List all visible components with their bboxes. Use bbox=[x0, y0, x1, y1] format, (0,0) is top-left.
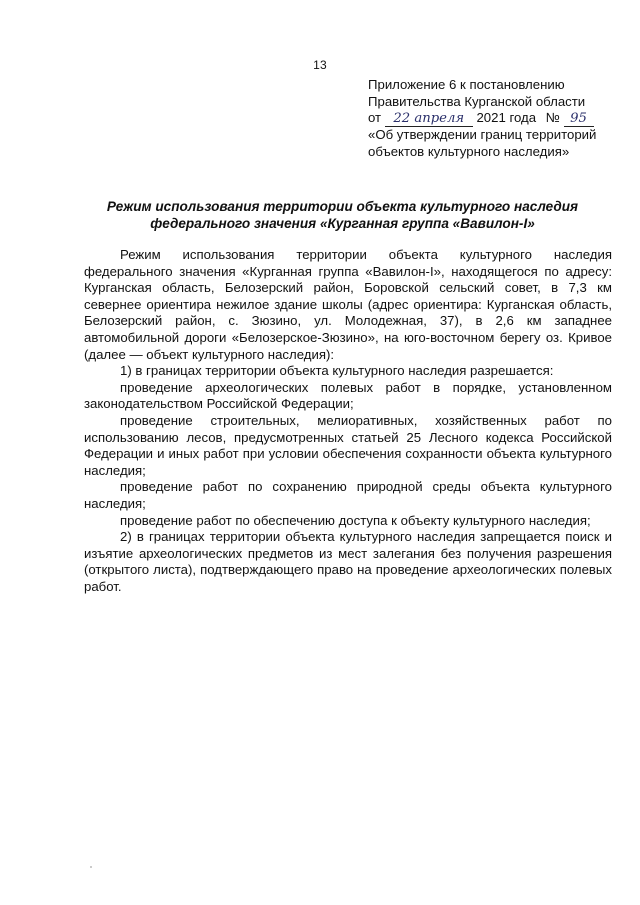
appendix-line-4: «Об утверждении границ территорий bbox=[368, 127, 597, 143]
document-heading bbox=[90, 199, 595, 232]
body-item-2: 2) в границах территории объекта культурного наследия запрещается поиск и изъятие археологических предметов из мест залегания без получения разрешения (открытого листа), подтверждающего право на проведение археологических полевых работ. bbox=[84, 529, 612, 594]
body-intro-paragraph: Режим использования территории объекта культурного наследия федерального значения «Курганная группа «Вавилон-I», находящегося по адресу: Курганская область, Белозерский район, Боровской сельский совет, в 7,3 км севернее ориентира нежилое здание школы (адрес ориентира: Курганская область, Белозерский район, с. Зюзино, ул. Молодежная, 37), в 2,6 км западнее автомобильной дороги «Белозерское-Зюзино», на юго-восточном берегу оз. Кривое (далее — объект культурного наследия): bbox=[84, 247, 612, 362]
appendix-block bbox=[368, 77, 618, 160]
page-number: 13 bbox=[313, 58, 327, 72]
heading-line-1: Режим использования территории объекта культурного наследия bbox=[106, 199, 579, 214]
body-item-1-d: проведение работ по обеспечению доступа к объекту культурного наследия; bbox=[120, 512, 591, 528]
appendix-line-1: Приложение 6 к постановлению bbox=[368, 77, 565, 92]
document-body bbox=[84, 247, 612, 595]
year-text: 2021 года bbox=[476, 110, 537, 126]
appendix-line-2: Правительства Курганской области bbox=[368, 93, 586, 109]
appendix-date-line bbox=[368, 110, 618, 127]
date-prefix: от bbox=[368, 110, 382, 126]
scan-speck bbox=[90, 866, 92, 868]
handwritten-number: 95 bbox=[564, 112, 594, 127]
body-item-1-b: проведение строительных, мелиоративных, хозяйственных работ по использованию лесов, предусмотренных статьей 25 Лесного кодекса Российской Федерации и иных работ при условии обеспечения сохранности объекта культурного наследия; bbox=[84, 412, 612, 478]
body-item-1: 1) в границах территории объекта культурного наследия разрешается: bbox=[120, 363, 554, 379]
heading-line-2: федерального значения «Курганная группа «Вавилон-I» bbox=[150, 215, 535, 231]
appendix-line-5: объектов культурного наследия» bbox=[368, 143, 570, 159]
body-item-1-c: проведение работ по сохранению природной среды объекта культурного наследия; bbox=[84, 479, 612, 511]
handwritten-date: 22 апреля bbox=[385, 112, 473, 127]
body-item-1-a: проведение археологических полевых работ в порядке, установленном законодательством Российской Федерации; bbox=[84, 379, 612, 412]
number-sign: № bbox=[545, 110, 560, 126]
